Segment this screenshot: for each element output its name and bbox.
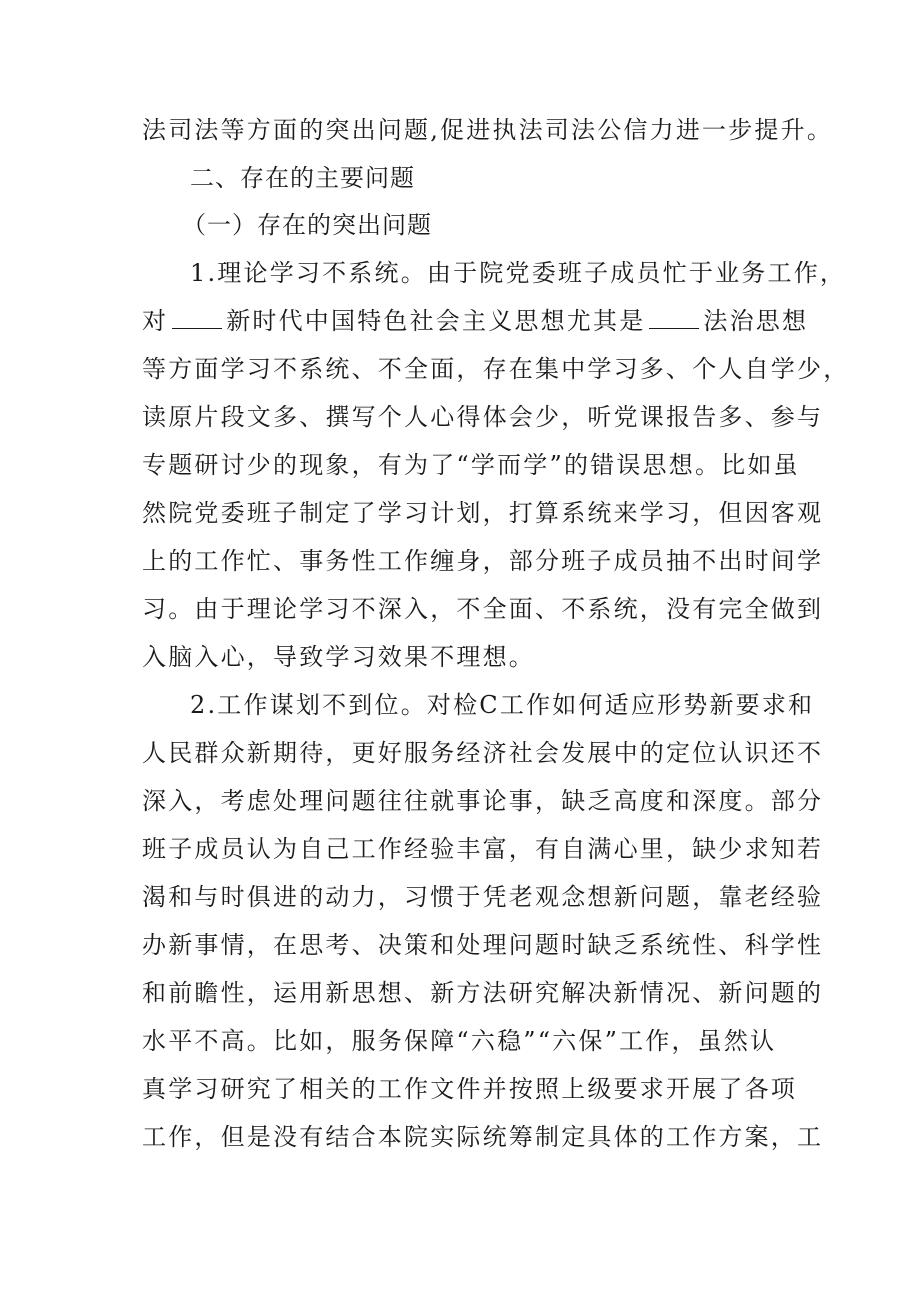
text-line: 班子成员认为自己工作经验丰富，有自满心里，缺少求知若	[142, 835, 824, 863]
paragraph-start: 2.工作谋划不到位。对检C工作如何适应形势新要求和	[190, 691, 815, 719]
text-line-with-blanks	[142, 305, 809, 337]
subsection-heading: （一）存在的突出问题	[182, 211, 432, 239]
text-line: 办新事情，在思考、决策和处理问题时缺乏系统性、科学性	[142, 931, 824, 959]
paragraph-start: 1.理论学习不系统。由于院党委班子成员忙于业务工作，	[190, 259, 847, 287]
section-heading: 二、存在的主要问题	[190, 164, 415, 192]
blank-underline	[649, 308, 699, 329]
text-line: 专题研讨少的现象，有为了“学而学”的错误思想。比如虽	[142, 451, 800, 479]
text-line: 深入，考虑处理问题往往就事论事，缺乏高度和深度。部分	[142, 787, 824, 815]
text-fragment: 新时代中国特色社会主义思想尤其是	[226, 307, 646, 335]
text-line: 水平不高。比如，服务保障“六稳”“六保”工作，虽然认	[142, 1027, 777, 1055]
text-fragment: 对	[142, 307, 169, 335]
text-line: 和前瞻性，运用新思想、新方法研究解决新情况、新问题的	[142, 979, 824, 1007]
text-line: 习。由于理论学习不深入，不全面、不系统，没有完全做到	[142, 595, 824, 623]
text-line: 读原片段文多、撰写个人心得体会少，听党课报告多、参与	[142, 403, 824, 431]
text-line: 工作，但是没有结合本院实际统筹制定具体的工作方案，工	[142, 1123, 824, 1151]
text-line: 等方面学习不系统、不全面，存在集中学习多、个人自学少，	[142, 355, 850, 383]
text-line: 渴和与时俱进的动力，习惯于凭老观念想新问题，靠老经验	[142, 883, 824, 911]
blank-underline	[172, 308, 222, 329]
text-fragment: 法治思想	[703, 307, 809, 335]
text-line: 然院党委班子制定了学习计划，打算系统来学习，但因客观	[142, 499, 824, 527]
text-line: 上的工作忙、事务性工作缠身，部分班子成员抽不出时间学	[142, 547, 824, 575]
text-line: 真学习研究了相关的工作文件并按照上级要求开展了各项	[142, 1075, 797, 1103]
text-line: 人民群众新期待，更好服务经济社会发展中的定位认识还不	[142, 739, 824, 767]
text-line: 入脑入心，导致学习效果不理想。	[142, 643, 535, 671]
text-line: 法司法等方面的突出问题,促进执法司法公信力进一步提升。	[142, 116, 834, 144]
